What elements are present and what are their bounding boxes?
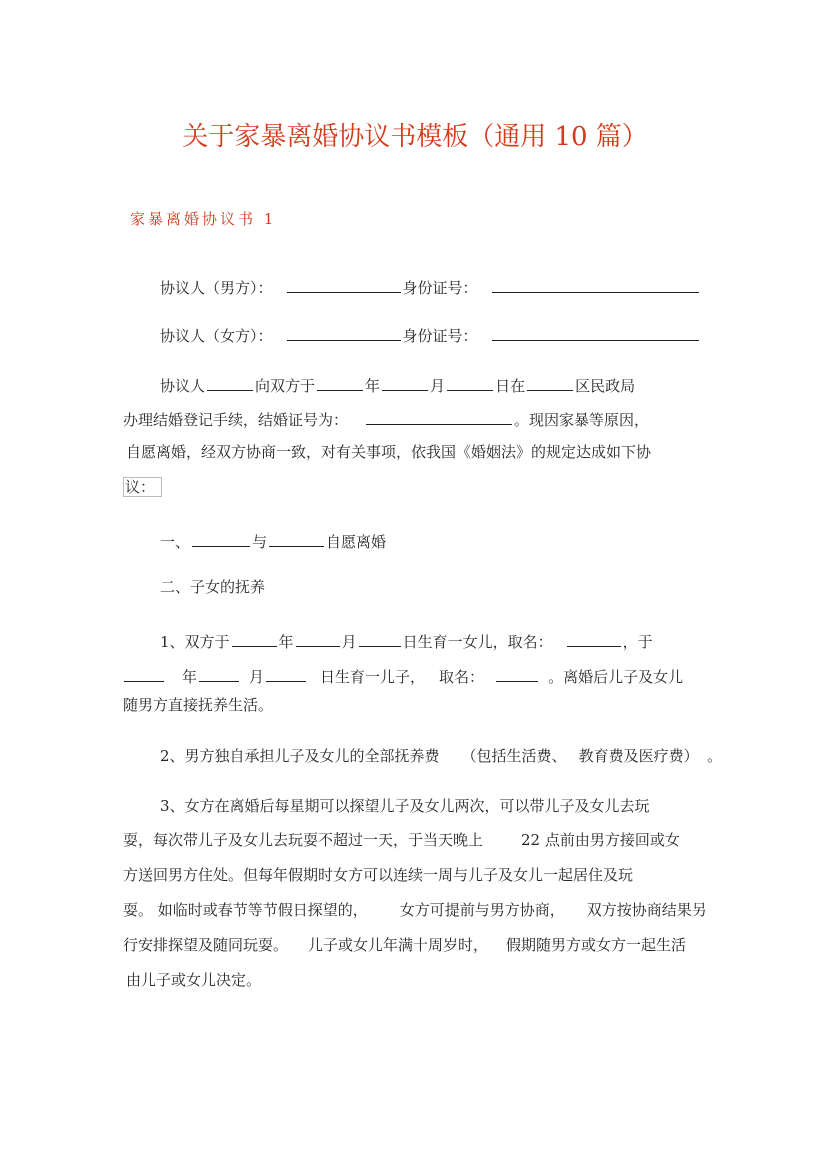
clause-2 [160, 746, 722, 766]
male-party-line [160, 276, 701, 298]
item-2: 二、子女的抚养 [160, 578, 266, 596]
clause-3-line-1: 3、女方在离婚后每星期可以探望儿子及女儿两次，可以带儿子及女儿去玩 [160, 797, 650, 815]
text: 与 [252, 533, 268, 551]
female-name-blank[interactable] [287, 324, 401, 341]
text: 月 [430, 377, 446, 395]
blank[interactable] [192, 530, 250, 547]
text: 。 [707, 747, 723, 765]
id-label: 身份证号： [402, 327, 478, 345]
text: 教育费及医疗费） [578, 747, 692, 765]
male-name-blank[interactable] [287, 276, 401, 293]
text: 假期随男方或女方一起生活 [506, 936, 687, 954]
text: 办理结婚登记手续，结婚证号为： [123, 411, 349, 429]
text: 月 [249, 668, 265, 686]
clause-3-line-5 [123, 935, 686, 955]
male-party-label: 协议人（男方）： [160, 279, 273, 297]
clause-3-line-3: 方送回男方住处。但每年假期时女方可以连续一周与儿子及女儿一起居住及玩 [123, 866, 634, 884]
text: （包括生活费、 [461, 747, 567, 765]
intro-line-2 [123, 408, 649, 430]
id-label: 身份证号： [402, 279, 478, 297]
clause-1-line-3: 随男方直接抚养生活。 [123, 696, 274, 714]
document-title: 关于家暴离婚协议书模板（通用 10 篇） [182, 122, 648, 152]
text: 自愿离婚 [326, 533, 387, 551]
clause-3-line-6: 由儿子或女儿决定。 [126, 971, 262, 989]
blank[interactable] [124, 665, 164, 682]
blank[interactable] [232, 630, 277, 647]
text: 2、男方独自承担儿子及女儿的全部抚养费 [160, 747, 440, 765]
text: 日生育一儿子， [320, 668, 426, 686]
item-1 [160, 530, 386, 552]
intro-line-1 [160, 374, 635, 396]
blank[interactable] [266, 665, 306, 682]
text: 向双方于 [255, 377, 316, 395]
text: 。离婚后儿子及女儿 [548, 668, 684, 686]
text: 取名： [439, 668, 485, 686]
text: 1、双方于 [160, 633, 230, 651]
clause-1-line-2 [122, 665, 683, 687]
section-heading: 家暴离婚协议书 1 [130, 210, 277, 228]
text: 耍，每次带儿子及女儿去玩耍不超过一天，于当天晚上 [123, 831, 484, 849]
intro-line-4 [123, 477, 162, 497]
text: 耍。 如临时或春节等节假日探望的， [123, 901, 368, 919]
text: 双方按协商结果另 [586, 901, 707, 919]
female-party-line [160, 324, 701, 346]
text: 儿子或女儿年满十周岁时， [308, 936, 489, 954]
text: 女方可提前与男方协商， [399, 901, 565, 919]
text: 月 [341, 633, 357, 651]
clause-3-line-2 [123, 830, 680, 850]
text: 年 [278, 633, 294, 651]
text: 协议人 [160, 377, 206, 395]
text: 年 [365, 377, 381, 395]
clause-1-line-1 [160, 630, 653, 652]
text: 22 点前由男方接回或女 [521, 831, 680, 849]
blank[interactable] [447, 374, 493, 391]
text: 议： [123, 477, 162, 497]
blank[interactable] [382, 374, 428, 391]
female-party-label: 协议人（女方）： [160, 327, 273, 345]
text: 年 [182, 668, 198, 686]
blank[interactable] [496, 665, 538, 682]
clause-3-line-4 [123, 900, 707, 920]
blank[interactable] [359, 630, 401, 647]
certificate-blank[interactable] [366, 408, 512, 425]
female-id-blank[interactable] [492, 324, 699, 341]
blank[interactable] [296, 630, 340, 647]
blank[interactable] [567, 630, 621, 647]
intro-line-3: 自愿离婚，经双方协商一致，对有关事项，依我国《婚姻法》的规定达成如下协 [126, 443, 652, 461]
blank[interactable] [317, 374, 363, 391]
text: 日在 [495, 377, 526, 395]
male-id-blank[interactable] [492, 276, 699, 293]
blank[interactable] [527, 374, 573, 391]
text: 行安排探望及随同玩耍。 [123, 936, 289, 954]
blank[interactable] [207, 374, 253, 391]
text: 区民政局 [575, 377, 636, 395]
text: ，于 [622, 633, 653, 651]
text: 日生育一女儿，取名： [402, 633, 553, 651]
text: 。现因家暴等原因， [514, 411, 650, 429]
text: 一、 [160, 533, 191, 551]
blank[interactable] [199, 665, 239, 682]
blank[interactable] [269, 530, 324, 547]
